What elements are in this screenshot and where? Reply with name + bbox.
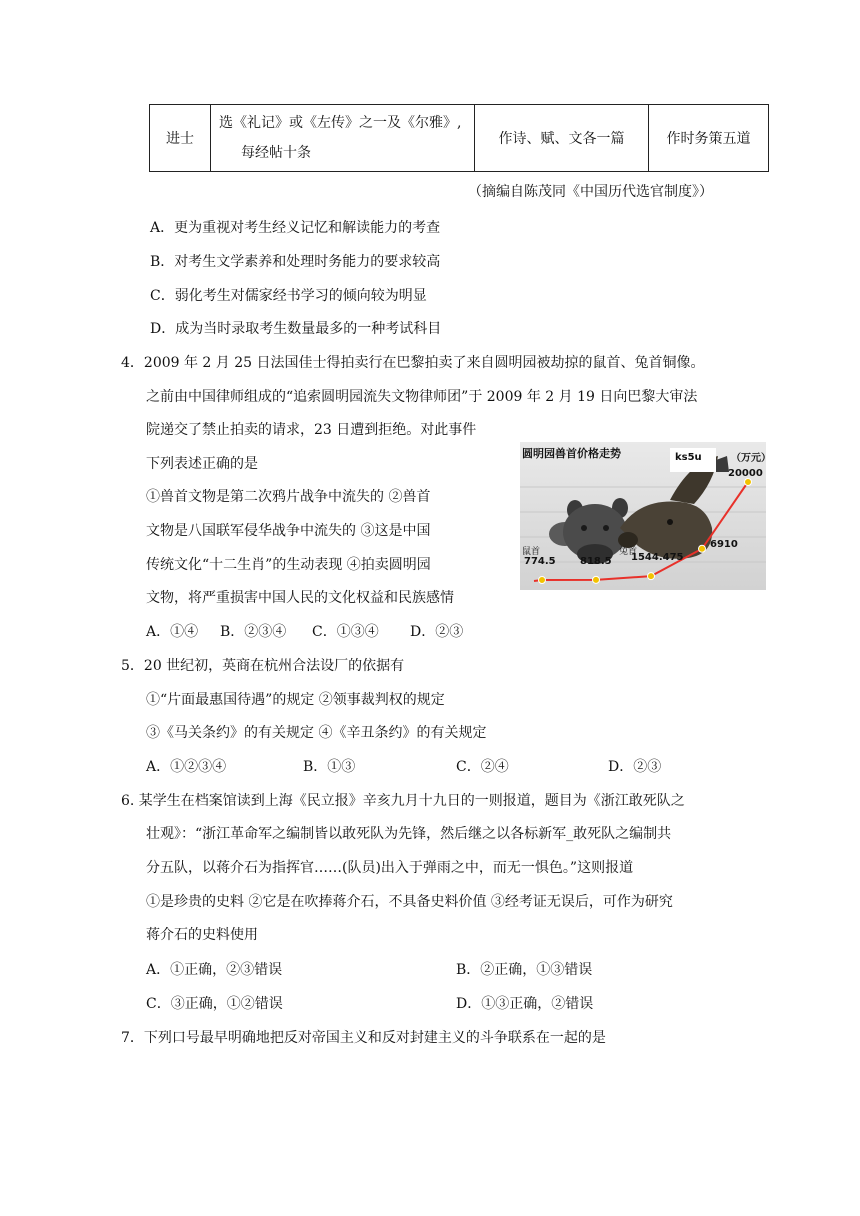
q6-statement-line: ①是珍贵的史料 ②它是在吹捧蒋介石，不具备史料价值 ③经考证无误后，可作为研究 [146,894,673,910]
q6-stem-line: 分五队，以蒋介石为指挥官……(队员)出入于弹雨之中，而无一惧色。”这则报道 [146,860,634,876]
q4-option-b: B．②③④ [220,624,287,640]
cell-line: 选《礼记》或《左传》之一及《尔雅》, [219,115,462,131]
q4-stem-line: 之前由中国律师组成的“追索圆明园流失文物律师团”于 2009 年 2 月 19 日向巴黎大审法 [146,389,698,405]
q7-stem: 7．下列口号最早明确地把反对帝国主义和反对封建主义的斗争联系在一起的是 [121,1030,606,1046]
data-label: 6910 [710,538,738,550]
q4-statement-line: 文物是八国联军侵华战争中流失的 ③这是中国 [146,523,431,539]
data-point [593,576,600,583]
data-label: 20000 [728,468,763,479]
q5-stem: 5．20 世纪初，英商在杭州合法设厂的依据有 [121,658,405,674]
q6-stem-line: 6. 某学生在档案馆读到上海《民立报》辛亥九月十九日的一则报道，题目为《浙江敢死队之 [121,793,685,809]
q4-stem-line: 4．2009 年 2 月 25 日法国佳士得拍卖行在巴黎拍卖了来自圆明园被劫掠的鼠首、兔首铜像。 [121,355,705,371]
data-point [699,545,706,552]
q4-statement-line: ①兽首文物是第二次鸦片战争中流失的 ②兽首 [146,489,431,505]
q5-option-b: B．①③ [303,759,356,775]
chart-title: 圆明园兽首价格走势 [522,447,621,460]
chart-watermark: ks5u [675,452,702,463]
q6-stem-line: 壮观》：“浙江革命军之编制皆以敢死队为先锋，然后继之以各标新军_敢死队之编制共 [146,826,672,842]
data-label: 818.5 [580,555,612,567]
data-point [539,577,546,584]
table-cell: 进士 [150,105,211,172]
q6-statement-line: 蒋介石的史料使用 [146,927,258,943]
q5-statement-line: ①“片面最惠国待遇”的规定 ②领事裁判权的规定 [146,692,445,708]
data-label: 774.5 [524,556,556,568]
q6-option-a: A．①正确，②③错误 [146,962,283,978]
data-point [648,573,655,580]
q3-option-b: B．对考生文学素养和处理时务能力的要求较高 [150,254,441,270]
table-cell [211,105,475,172]
table-row [150,105,769,172]
chart-unit: （万元） [731,453,771,464]
data-point [745,479,752,486]
q3-option-d: D．成为当时录取考生数量最多的一种考试科目 [150,321,442,337]
q4-statement-line: 传统文化“十二生肖”的生动表现 ④拍卖圆明园 [146,557,431,573]
q5-statement-line: ③《马关条约》的有关规定 ④《辛丑条约》的有关规定 [146,725,487,741]
q4-option-a: A．①④ [146,624,199,640]
table-cell: 作时务策五道 [649,105,769,172]
rabbit-head-label: 兔首 [619,547,638,557]
q6-option-c: C．③正确，①②错误 [146,996,283,1012]
price-trend-chart [520,442,771,590]
exam-subject-table [149,104,769,172]
source-citation: （摘编自陈茂同《中国历代选官制度》） [468,184,713,200]
q4-option-c: C．①③④ [312,624,379,640]
q3-option-c: C．弱化考生对儒家经书学习的倾向较为明显 [150,288,427,304]
cell-line: 每经帖十条 [241,145,311,161]
q6-option-d: D．①③正确，②错误 [456,996,594,1012]
q4-stem-line: 院递交了禁止拍卖的请求，23 日遭到拒绝。对此事件 [146,422,477,438]
table-cell: 作诗、赋、文各一篇 [475,105,649,172]
q5-option-d: D．②③ [608,759,662,775]
q3-option-a: A．更为重视对考生经义记忆和解读能力的考查 [150,220,441,236]
chart-svg [520,442,766,590]
q5-option-c: C．②④ [456,759,509,775]
q4-stem-line: 下列表述正确的是 [146,456,258,472]
rat-head-image [549,498,628,564]
data-label: 1544.475 [631,552,684,564]
q5-option-a: A．①②③④ [146,759,227,775]
q6-option-b: B．②正确，①③错误 [456,962,593,978]
q4-option-d: D．②③ [410,624,464,640]
q4-statement-line: 文物，将严重损害中国人民的文化权益和民族感情 [146,590,454,606]
rat-head-label: 鼠首 [522,547,541,557]
